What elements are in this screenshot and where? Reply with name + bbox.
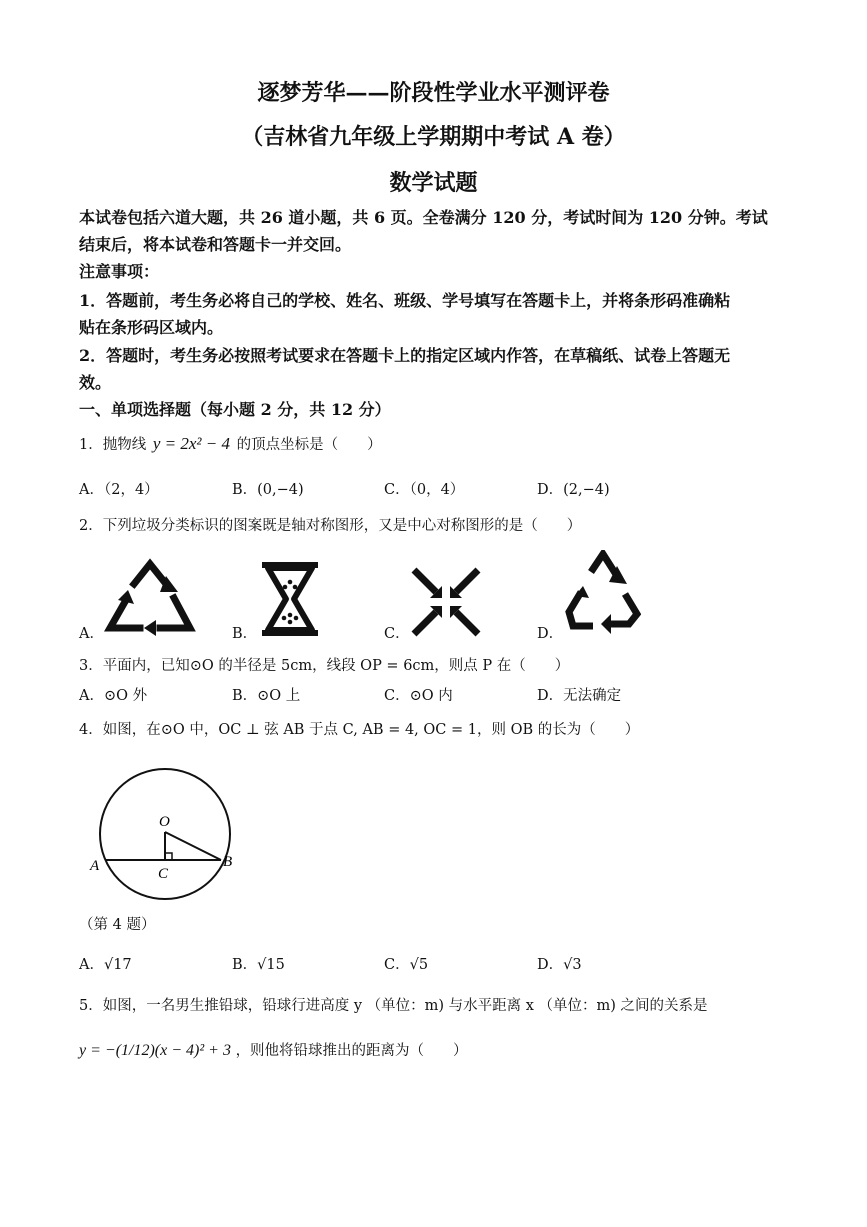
section-1-heading: 一、单项选择题（每小题 2 分，共 12 分） bbox=[79, 400, 391, 419]
question-3: 3．平面内，已知⊙O 的半径是 5cm，线段 OP = 6cm，则点 P 在（ ） bbox=[79, 658, 570, 674]
subject-title: 数学试题 bbox=[389, 170, 478, 196]
question-5-line-2 bbox=[79, 1040, 468, 1062]
intro-line-2: 结束后，将本试卷和答题卡一并交回。 bbox=[79, 235, 352, 254]
converging-arrows-icon bbox=[410, 566, 482, 638]
intro-line-1: 本试卷包括六道大题，共 26 道小题，共 6 页。全卷满分 120 分，考试时间为 120 分钟。考试 bbox=[79, 208, 768, 227]
question-5-suffix: ，则他将铅球推出的距离为（ ） bbox=[235, 1043, 468, 1059]
q4-option-b: B．√15 bbox=[232, 957, 285, 973]
question-1-prefix: 1．抛物线 bbox=[79, 437, 147, 453]
point-c-label: C bbox=[158, 866, 169, 882]
q2-option-b: B． bbox=[232, 626, 258, 642]
question-1 bbox=[79, 433, 382, 456]
recycle-triangle-icon bbox=[104, 558, 196, 638]
question-2: 2．下列垃圾分类标识的图案既是轴对称图形，又是中心对称图形的是（ ） bbox=[79, 518, 582, 534]
question-4: 4．如图，在⊙O 中，OC ⊥ 弦 AB 于点 C, AB = 4, OC = 1，则 OB 的长为（ ） bbox=[79, 722, 640, 738]
recycle-loop-icon bbox=[565, 550, 641, 636]
circle-figure-q4 bbox=[86, 762, 244, 906]
question-5-line-1: 5．如图，一名男生推铅球，铅球行进高度 y （单位：m) 与水平距离 x （单位：m) 之间的关系是 bbox=[79, 998, 708, 1014]
q1-option-c: C．（0，4） bbox=[384, 482, 465, 498]
q3-option-d: D．无法确定 bbox=[537, 688, 622, 704]
question-1-formula: y = 2x² − 4 bbox=[152, 434, 230, 453]
paper-subtitle: （吉林省九年级上学期期中考试 A 卷） bbox=[241, 124, 626, 150]
point-o-label: O bbox=[159, 814, 170, 830]
q3-option-c: C．⊙O 内 bbox=[384, 688, 453, 704]
note-1-line-2: 贴在条形码区域内。 bbox=[79, 318, 224, 337]
notes-title: 注意事项： bbox=[79, 262, 160, 281]
point-a-label: A bbox=[90, 858, 100, 874]
note-2-line-2: 效。 bbox=[79, 373, 112, 392]
q4-option-c: C．√5 bbox=[384, 957, 429, 973]
paper-title: 逐梦芳华——阶段性学业水平测评卷 bbox=[257, 80, 610, 106]
q3-option-a: A．⊙O 外 bbox=[79, 688, 148, 704]
point-b-label: B bbox=[223, 854, 233, 870]
note-1-line-1: 1．答题前，考生务必将自己的学校、姓名、班级、学号填写在答题卡上，并将条形码准确粘 bbox=[79, 291, 731, 310]
q2-option-a: A． bbox=[79, 626, 104, 642]
hourglass-icon bbox=[258, 560, 322, 638]
question-5-formula: y = −(1/12)(x − 4)² + 3 bbox=[79, 1042, 231, 1059]
q4-option-d: D．√3 bbox=[537, 957, 582, 973]
q1-option-b: B．(0,−4) bbox=[232, 482, 304, 498]
q4-option-a: A．√17 bbox=[79, 957, 132, 973]
q2-option-d: D． bbox=[537, 626, 564, 642]
q3-option-b: B．⊙O 上 bbox=[232, 688, 301, 704]
q1-option-a: A．（2，4） bbox=[79, 482, 159, 498]
note-2-line-1: 2．答题时，考生务必按照考试要求在答题卡上的指定区域内作答，在草稿纸、试卷上答题无 bbox=[79, 346, 731, 365]
figure-4-caption: （第 4 题） bbox=[79, 917, 156, 933]
question-1-suffix: 的顶点坐标是（ ） bbox=[236, 437, 382, 453]
q1-option-d: D．(2,−4) bbox=[537, 482, 610, 498]
q2-option-c: C． bbox=[384, 626, 410, 642]
